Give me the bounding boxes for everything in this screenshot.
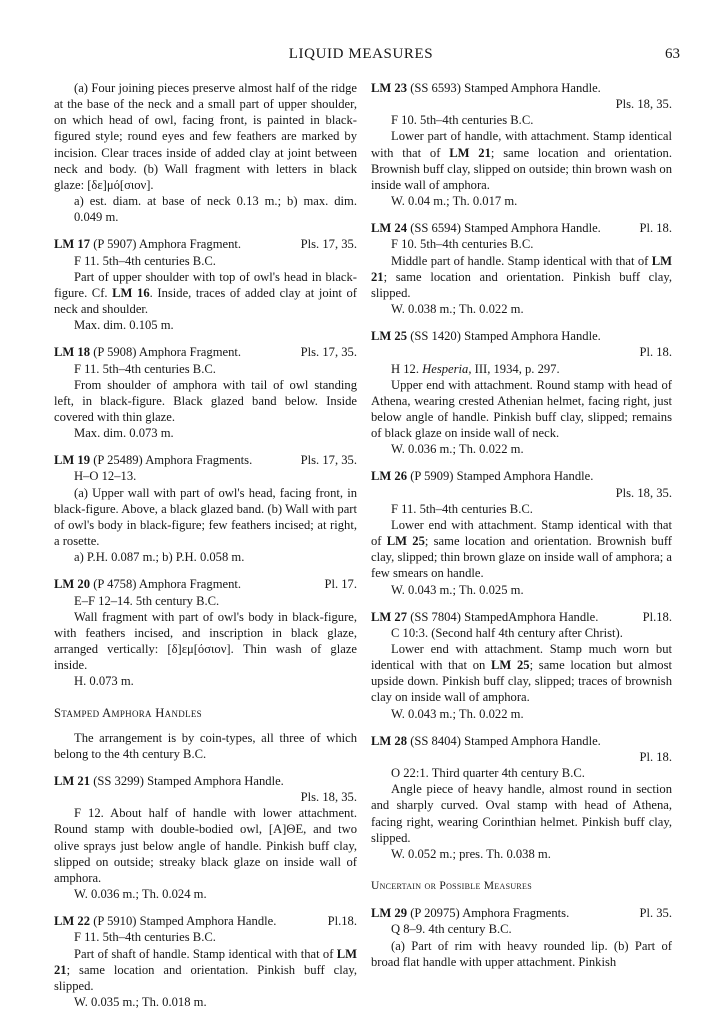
find-context: F 11. 5th–4th centuries B.C.	[74, 361, 216, 376]
entry-description: (a) Upper wall with part of owl's head, facing front, in black-figure. Above, a black glazed band. (b) Wall with part of owl's body in black-figure; few feathers incised; at right, a rosette.	[54, 485, 357, 549]
entry-title: (P 5910) Stamped Amphora Handle.	[93, 914, 277, 929]
entry-id: LM 25	[371, 329, 408, 344]
entry-heading	[371, 733, 672, 749]
entry-description: Upper end with attachment. Round stamp with head of Athena, wearing crested Athenian helmet, facing right, just below angle of handle. Pinkish buff clay, slipped; remains of black glaze on inside wall of neck.	[371, 377, 672, 441]
cross-reference: LM 25	[491, 658, 530, 673]
plates-ref: Pl. 18.	[639, 749, 672, 764]
entry-title: (P 5908) Amphora Fragment.	[93, 345, 242, 360]
plates-ref: Pl. 35.	[639, 906, 672, 921]
entry-title: (P 4758) Amphora Fragment.	[93, 577, 242, 592]
entry-title: (P 5907) Amphora Fragment.	[93, 237, 242, 252]
find-context: E–F 12–14. 5th century B.C.	[74, 593, 220, 608]
entry-description: Angle piece of heavy handle, almost round in section and sharply curved. Oval stamp with head of Athena, facing right, wearing Corinthian helmet. Pinkish buff clay, slipped.	[371, 782, 672, 845]
entry-lm27	[371, 609, 672, 722]
measurements: W. 0.043 m.; Th. 0.022 m.	[391, 706, 524, 721]
running-header	[0, 46, 722, 66]
measurements: W. 0.04 m.; Th. 0.017 m.	[391, 194, 518, 209]
entry-heading	[371, 905, 672, 921]
entry-description: Lower end with attachment. Stamp identical with that of LM 25; same location and orientation. Brownish buff clay, slipped; thin brown glaze on inside wall of amphora; a few smears on handle.	[371, 517, 673, 581]
entry-id: LM 26	[371, 469, 408, 484]
entry-lm23	[371, 80, 672, 209]
entry-id: LM 19	[54, 453, 91, 468]
entry-lm22	[54, 913, 357, 1010]
entry-id: LM 28	[371, 733, 408, 748]
plates-ref: Pls. 17, 35.	[300, 453, 357, 468]
right-column	[371, 80, 672, 970]
section-heading: Stamped Amphora Handles	[54, 706, 202, 721]
find-context: F 11. 5th–4th centuries B.C.	[391, 501, 533, 516]
find-context: F 11. 5th–4th centuries B.C.	[74, 253, 216, 268]
measurements: W. 0.038 m.; Th. 0.022 m.	[391, 302, 524, 317]
journal-title: Hesperia	[422, 361, 469, 376]
entry-title: (P 20975) Amphora Fragments.	[410, 906, 570, 921]
entry-description: Middle part of handle. Stamp identical with that of LM 21; same location and orientation. Pinkish buff clay, slipped.	[371, 253, 672, 300]
page-number: 63	[665, 46, 680, 62]
entry-description: Lower part of handle, with attachment. Stamp identical with that of LM 21; same location and orientation. Brownish buff clay, slipped on outside; thin brown wash on inside wall of amphora.	[371, 129, 672, 192]
plates-ref: Pls. 17, 35.	[300, 237, 357, 252]
cross-reference: LM 21	[54, 946, 357, 977]
entry-title: (SS 7804) StampedAmphora Handle.	[410, 609, 599, 624]
measurements: H. 0.073 m.	[74, 674, 134, 689]
entry-lm28	[371, 733, 672, 862]
entry-heading	[371, 220, 672, 236]
measurements: Max. dim. 0.073 m.	[74, 426, 174, 441]
measurements: W. 0.043 m.; Th. 0.025 m.	[391, 582, 524, 597]
entry-id: LM 22	[54, 914, 91, 929]
measurements: Max. dim. 0.105 m.	[74, 318, 174, 333]
intro-description: (a) Four joining pieces preserve almost half of the ridge at the base of the neck and a small part of upper shoulder, on which head of owl, facing front, is painted in black-figured style; round eyes and few feathers are marked by incision. Clear traces inside of added clay at joint between neck and body. (b) Wall fragment with letters in black glaze: [δε]μό[σιον].	[54, 81, 357, 192]
entry-id: LM 21	[54, 773, 91, 788]
entry-description: From shoulder of amphora with tail of owl standing left, in black-figure. Black glazed band below. Inside covered with thin glaze.	[54, 377, 357, 424]
plates-ref: Pls. 18, 35.	[615, 97, 672, 112]
left-column	[54, 80, 357, 1010]
plates-ref: Pl. 17.	[324, 577, 357, 592]
entry-description: Part of upper shoulder with top of owl's head in black-figure. Cf. LM 16. Inside, traces of added clay at joint of neck and shoulder.	[54, 269, 358, 317]
running-title: LIQUID MEASURES	[288, 46, 434, 62]
entry-title: (SS 3299) Stamped Amphora Handle.	[93, 773, 284, 788]
measurements: W. 0.035 m.; Th. 0.018 m.	[74, 994, 207, 1009]
section-intro: The arrangement is by coin-types, all three of which belong to the 4th century B.C.	[54, 730, 357, 761]
entry-id: LM 20	[54, 577, 91, 592]
measurements: W. 0.052 m.; pres. Th. 0.038 m.	[391, 846, 551, 861]
find-context: F 10. 5th–4th centuries B.C.	[391, 113, 534, 128]
plates-ref: Pl. 18.	[639, 345, 672, 360]
entry-heading	[371, 328, 672, 344]
entry-heading	[371, 609, 672, 625]
cross-reference: LM 16	[112, 285, 150, 300]
cross-reference: LM 25	[386, 534, 425, 549]
entry-title: (SS 6593) Stamped Amphora Handle.	[410, 81, 601, 95]
measurements: W. 0.036 m.; Th. 0.024 m.	[74, 887, 207, 902]
plates-ref: Pl. 18.	[639, 221, 672, 236]
entry-heading	[54, 452, 357, 468]
plates-ref: Pls. 18, 35.	[615, 485, 672, 500]
entry-lm21	[54, 773, 357, 902]
entry-id: LM 24	[371, 221, 408, 236]
cross-reference: LM 21	[449, 145, 491, 160]
entry-id: LM 17	[54, 237, 91, 252]
plates-ref: Pl.18.	[327, 914, 357, 929]
entry-description: F 12. About half of handle with lower attachment. Round stamp with double-bodied owl, [A]ΘE, and two olive sprays just below angle of handle. Pinkish buff clay, slipped on outside; streaky black glaze on inside wall of amphora.	[54, 806, 357, 885]
entry-title: (SS 1420) Stamped Amphora Handle.	[410, 329, 601, 344]
intro-measurements: a) est. diam. at base of neck 0.13 m.; b) max. dim. 0.049 m.	[74, 194, 357, 225]
entry-lm18	[54, 344, 357, 441]
entry-lm20	[54, 576, 357, 689]
find-context: H 12. Hesperia, III, 1934, p. 297.	[391, 361, 560, 376]
find-context: C 10:3. (Second half 4th century after Christ).	[391, 625, 623, 640]
entry-title: (SS 8404) Stamped Amphora Handle.	[410, 733, 601, 748]
cross-reference: LM 21	[371, 253, 672, 284]
find-context: H–O 12–13.	[74, 469, 137, 484]
entry-heading	[371, 80, 672, 96]
entry-lm19	[54, 452, 357, 565]
entry-id: LM 29	[371, 906, 408, 921]
entry-heading	[54, 344, 357, 360]
entry-lm26	[371, 468, 672, 597]
entry-title: (P 5909) Stamped Amphora Handle.	[410, 469, 594, 484]
section-heading: Uncertain or Possible Measures	[371, 880, 532, 893]
entry-description: Part of shaft of handle. Stamp identical with that of LM 21; same location and orientation. Pinkish buff clay, slipped.	[54, 946, 357, 993]
entry-heading	[54, 576, 357, 592]
entry-id: LM 18	[54, 345, 91, 360]
find-context: O 22:1. Third quarter 4th century B.C.	[391, 766, 585, 781]
entry-description: Wall fragment with part of owl's body in black-figure, with feathers incised, and inscription in black glaze, arranged vertically: [δ]εμ[όσιον]. Thin wash of glaze inside.	[54, 609, 357, 673]
plates-ref: Pls. 18, 35.	[300, 790, 357, 805]
entry-heading	[371, 468, 672, 484]
entry-lm24	[371, 220, 672, 317]
measurements: a) P.H. 0.087 m.; b) P.H. 0.058 m.	[74, 550, 245, 565]
entry-id: LM 27	[371, 609, 408, 624]
find-context: Q 8–9. 4th century B.C.	[391, 922, 512, 937]
plates-ref: Pl.18.	[642, 609, 672, 624]
entry-heading	[54, 773, 357, 789]
entry-description: (a) Part of rim with heavy rounded lip. (b) Part of broad flat handle with upper attachment. Pinkish	[371, 938, 672, 969]
measurements: W. 0.036 m.; Th. 0.022 m.	[391, 442, 524, 457]
find-context: F 11. 5th–4th centuries B.C.	[74, 930, 216, 945]
entry-description: Lower end with attachment. Stamp much worn but identical with that on LM 25; same location but almost upside down. Pinkish buff clay, slipped; traces of brownish clay on inside wall of amphora.	[371, 642, 672, 705]
entry-title: (P 25489) Amphora Fragments.	[93, 453, 253, 468]
find-context: F 10. 5th–4th centuries B.C.	[391, 237, 534, 252]
plates-ref: Pls. 17, 35.	[300, 345, 357, 360]
entry-heading	[54, 236, 357, 252]
entry-lm17	[54, 236, 357, 333]
entry-lm29	[371, 905, 672, 970]
entry-title: (SS 6594) Stamped Amphora Handle.	[410, 221, 601, 236]
entry-heading	[54, 913, 357, 929]
entry-lm25	[371, 328, 672, 457]
entry-id: LM 23	[371, 81, 408, 95]
